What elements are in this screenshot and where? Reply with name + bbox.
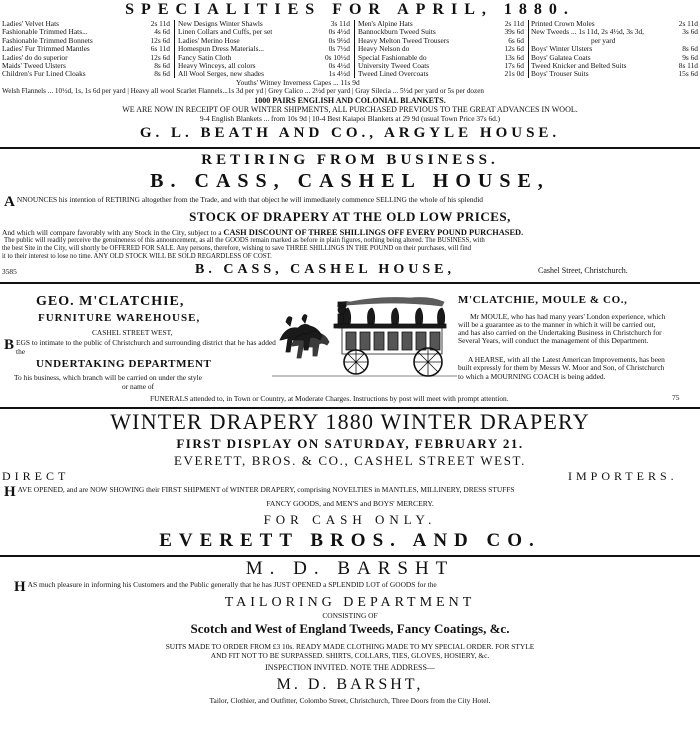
price-row: per yard xyxy=(591,36,616,45)
price-row: Heavy Melton Tweed Trousers 6s 6d xyxy=(358,35,524,45)
ad3-hearse-1: A HEARSE, with all the Latest American Improvements, has been xyxy=(468,355,665,364)
ad4-firm-line: EVERETT, BROS. & CO., CASHEL STREET WEST. xyxy=(174,453,526,468)
drop-cap: A xyxy=(4,194,15,210)
ad5-name: M. D. BARSHT, xyxy=(276,676,424,693)
ad1-blanket-prices: 9-4 English Blankets ... from 10s 9d | 10-4 Best Kaiapoi Blankets at 29 9d (usual Town Price 37s 6d.) xyxy=(199,114,501,123)
ad3-to-business: To his business, which branch will be carried on under the style xyxy=(14,373,202,382)
price-row: New Tweeds ... 1s 11d, 2s 4½d, 3s 3d, 3s 6d xyxy=(531,27,698,37)
ad3-street: CASHEL STREET WEST, xyxy=(92,328,173,337)
ad2-footer-firm: B. CASS, CASHEL HOUSE, xyxy=(195,262,455,277)
price-row: University Tweed Coats 17s 6d xyxy=(358,61,524,71)
price-row: Ladies' do do superior 12s 6d xyxy=(2,52,170,62)
column-divider xyxy=(528,20,529,78)
ad1-capes-line: Youths' Witney Inverness Capes ... 11s 9d xyxy=(236,78,360,87)
price-row: Tweed Knicker and Belted Suits 8s 11d xyxy=(531,61,698,71)
price-row: Heavy Winceys, all colors 0s 4½d xyxy=(178,61,350,71)
section-rule xyxy=(0,555,700,557)
ad5-body: HAS much pleasure in informing his Customers and the Public generally that he has JUST OPENED a SPLENDID LOT of GOODS for the xyxy=(14,579,437,595)
ad4-body: HAVE OPENED, and are NOW SHOWING their FIRST SHIPMENT of WINTER DRAPERY, comprising NOVELTIES in MANTLES, MILLINERY, DRESS STUFFS xyxy=(4,484,515,500)
ad5-consisting: CONSISTING OF xyxy=(322,611,378,620)
price-row: Children's Fur Lined Cloaks 8s 6d xyxy=(2,69,170,79)
ad3-or-name: or name of xyxy=(122,382,155,391)
ad1-title: SPECIALITIES FOR APRIL, 1880. xyxy=(125,1,575,18)
hearse-illustration xyxy=(272,292,457,380)
drop-cap: B xyxy=(4,337,15,353)
price-row: Homespun Dress Materials... 0s 7½d xyxy=(178,44,350,54)
ad1-column-2 xyxy=(178,20,350,79)
ad1-column-3 xyxy=(358,20,524,79)
ad4-fancy-goods: FANCY GOODS, and MEN'S and BOYS' MERCERY. xyxy=(266,499,434,508)
ad2-discount: CASH DISCOUNT OF THREE SHILLINGS OFF EVERY POUND PURCHASED. xyxy=(223,228,524,237)
section-rule xyxy=(0,147,700,149)
ad2-heading: RETIRING FROM BUSINESS. xyxy=(201,152,499,168)
column-divider xyxy=(354,20,355,78)
drop-cap: H xyxy=(14,579,26,595)
ad3-moule-1: Mr MOULE, who has had many years' London experience, which xyxy=(470,312,666,321)
ad5-department: TAILORING DEPARTMENT xyxy=(224,595,476,610)
price-row: Linen Collars and Cuffs, per set 0s 4½d xyxy=(178,27,350,37)
ad3-moule-2: will be a guarantee as to the manner in which it will be carried out, xyxy=(458,320,656,329)
ad2-body-3: the best Site in the City, will shortly be OFFERED FOR SALE. Any persons, therefore, wishing to save THREE SHILLINGS IN THE POUND on their purchases, will find xyxy=(2,245,472,252)
ad3-hearse-3: to which a MOURNING COACH is being added. xyxy=(458,372,606,381)
price-row: Tweed Lined Overcoats 21s 0d xyxy=(358,69,524,79)
ad2-body-4: it to their interest to lose no time. ANY OLD STOCK WILL BE SOLD REGARDLESS OF COST. xyxy=(2,253,272,260)
price-row: New Designs Winter Shawls 3s 11d xyxy=(178,19,350,28)
ad2-firm-name: B. CASS, CASHEL HOUSE, xyxy=(150,170,550,192)
column-divider xyxy=(174,20,175,78)
price-row: Special Fashionable do 13s 6d xyxy=(358,52,524,62)
ad4-firm-name: EVERETT BROS. AND CO. xyxy=(159,530,541,551)
ad3-moule-4: Several Years, will conduct the management of this Department. xyxy=(458,336,649,345)
ad4-cash: FOR CASH ONLY. xyxy=(263,512,437,527)
ad5-suits-2: AND FIT NOT TO BE SURPASSED. SHIRTS, COLLARS, TIES, GLOVES, HOSIERY, &c. xyxy=(210,651,490,660)
ad1-notice: WE ARE NOW IN RECEIPT OF OUR WINTER SHIPMENTS, ALL PURCHASED PREVIOUS TO THE GREAT ADVANCES IN WOOL. xyxy=(122,105,578,114)
ad5-tweeds: Scotch and West of England Tweeds, Fancy Coatings, &c. xyxy=(190,621,510,636)
price-row: Boys' Winter Ulsters 8s 6d xyxy=(531,44,698,54)
ad3-department: UNDERTAKING DEPARTMENT xyxy=(36,358,212,370)
price-row: Ladies' Merino Hose 0s 9½d xyxy=(178,35,350,45)
ad1-flannel-line: Welsh Flannels ... 10½d, 1s, 1s 6d per yard | Heavy all wool Scarlet Flannels...1s 3d per yd | Grey Calico ... 2½d per yard | Gray Silecia ... 5½d per yard or 5s per dozen xyxy=(2,88,484,95)
ad2-body-1: And which will compare favorably with any Stock in the City, subject to a CASH DISCOUNT OF THREE SHILLINGS OFF EVERY POUND PURCHASED. xyxy=(2,228,524,237)
ad3-left-subtitle: FURNITURE WAREHOUSE, xyxy=(38,312,201,324)
ad3-left-title: GEO. M'CLATCHIE, xyxy=(36,294,185,309)
ad5-inspection: INSPECTION INVITED. NOTE THE ADDRESS— xyxy=(265,663,435,672)
ad2-intro: ANNOUNCES his intention of RETIRING altogether from the Trade, and with that object he will immediately commence SELLING the whole of his splendid xyxy=(4,194,483,210)
ad1-blankets: 1000 PAIRS ENGLISH AND COLONIAL BLANKETS. xyxy=(254,96,446,105)
price-row: All Wool Serges, new shades 1s 4½d xyxy=(178,69,350,79)
ad2-stock: STOCK OF DRAPERY AT THE OLD LOW PRICES, xyxy=(189,209,511,224)
price-row: Ladies' Velvet Hats 2s 11d xyxy=(2,19,170,28)
price-row: Bannockburn Tweed Suits 39s 6d xyxy=(358,27,524,37)
drop-cap: H xyxy=(4,484,16,500)
ad2-body-2: The public will readily perceive the genuineness of this announcement, as all the GOODS remain marked as before in plain figures, nothing being altered. The BUSINESS, with xyxy=(4,237,485,244)
price-row: Ladies' Fur Trimmed Mantles 6s 11d xyxy=(2,44,170,54)
ad3-moule-3: and has also carried on the Undertaking Business in Christchurch for xyxy=(458,328,662,337)
ad4-direct: DIRECT xyxy=(2,469,70,483)
ad3-beg-text: BEGS to intimate to the public of Christchurch and surrounding district that he has added the xyxy=(4,337,276,356)
ad4-first-display: FIRST DISPLAY ON SATURDAY, FEBRUARY 21. xyxy=(176,436,524,451)
price-row: Boys' Trouser Suits 15s 6d xyxy=(531,69,698,79)
ad3-right-title: M'CLATCHIE, MOULE & CO., xyxy=(458,294,628,306)
ad1-firm-name: G. L. BEATH AND CO., ARGYLE HOUSE. xyxy=(139,125,561,141)
price-row: Fashionable Trimmed Hats... 4s 6d xyxy=(2,27,170,37)
price-row: Printed Crown Moles 2s 11d xyxy=(531,19,698,28)
ad4-title: WINTER DRAPERY 1880 WINTER DRAPERY xyxy=(110,409,590,434)
ad3-hearse-2: built expressly for them by Messrs W. Moor and Son, of Christchurch xyxy=(458,363,665,372)
price-row: Boys' Galatea Coats 9s 6d xyxy=(531,52,698,62)
price-row: Men's Alpine Hats 2s 11d xyxy=(358,19,524,28)
ad4-importers: IMPORTERS. xyxy=(568,469,678,483)
ad2-address: Cashel Street, Christchurch. xyxy=(538,266,628,275)
ad5-suits-1: SUITS MADE TO ORDER FROM £3 10s. READY MADE CLOTHING MADE TO MY SPECIAL ORDER. FOR STYLE xyxy=(165,642,535,651)
ad1-column-4 xyxy=(531,20,698,79)
ad5-title: M. D. BARSHT xyxy=(245,558,455,579)
price-row: Heavy Nelson do 12s 6d xyxy=(358,44,524,54)
price-row: Fashionable Trimmed Bonnets 12s 6d xyxy=(2,35,170,45)
section-rule xyxy=(0,282,700,284)
ad2-number: 3585 xyxy=(2,267,17,276)
price-row: Maids' Tweed Ulsters 8s 6d xyxy=(2,61,170,71)
ad3-funerals: FUNERALS attended to, in Town or Country, at Moderate Charges. Instructions by post will meet with prompt attention. xyxy=(150,394,509,403)
ad3-number: 75 xyxy=(672,393,680,402)
ad1-column-1 xyxy=(2,20,170,79)
ad5-address: Tailor, Clothier, and Outfitter, Colombo Street, Christchurch, Three Doors from the City Hotel. xyxy=(209,696,491,705)
price-row: Fancy Satin Cloth 0s 10½d xyxy=(178,52,350,62)
